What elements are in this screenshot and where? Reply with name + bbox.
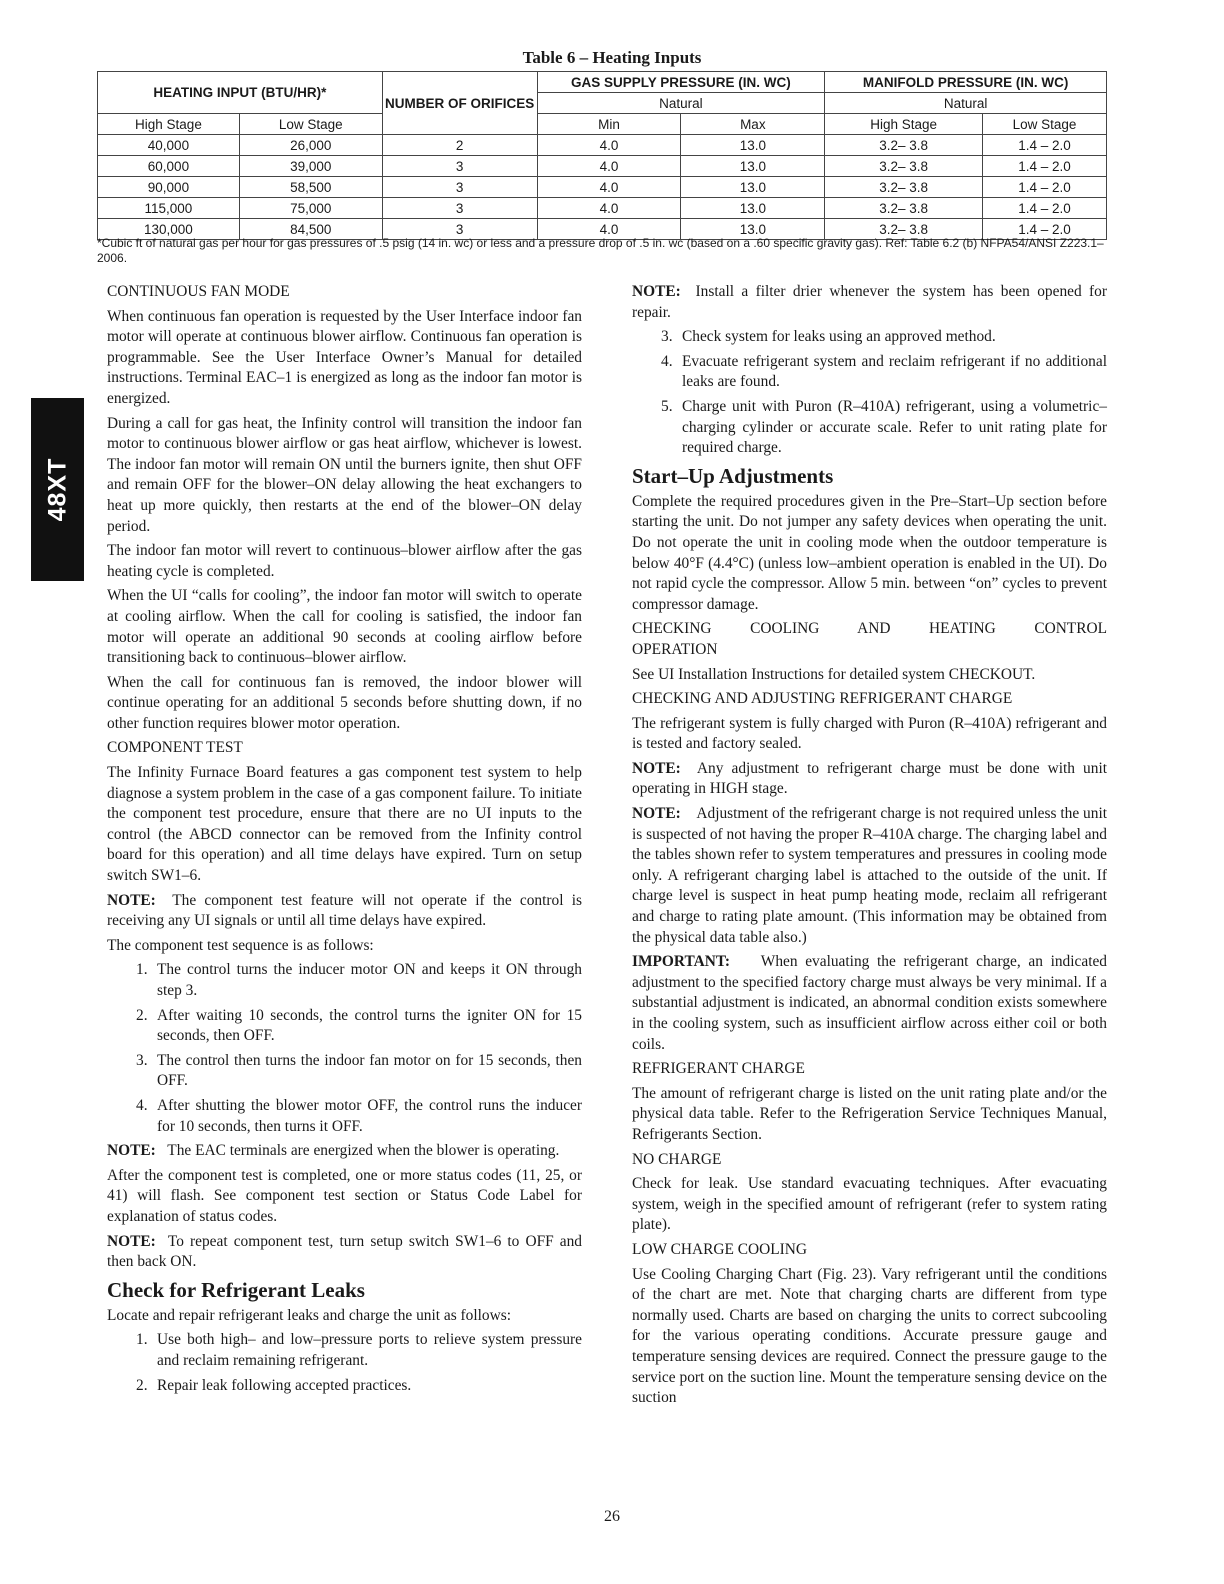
table-cell: 60,000 bbox=[98, 156, 240, 177]
note-label: NOTE: bbox=[107, 891, 156, 909]
table-cell: 4.0 bbox=[537, 219, 681, 240]
paragraph: The indoor fan motor will revert to continuous–blower airflow after the gas heating cycle is completed. bbox=[107, 542, 582, 580]
table-header-row bbox=[98, 72, 1107, 93]
list-text: Evacuate refrigerant system and reclaim refrigerant if no additional leaks are found. bbox=[682, 352, 1107, 391]
table-cell: 1.4 – 2.0 bbox=[983, 219, 1107, 240]
list-number: 3. bbox=[661, 328, 673, 346]
header-low-stage: Low Stage bbox=[239, 114, 382, 135]
note-paragraph bbox=[107, 1232, 582, 1273]
page-number: 26 bbox=[604, 1508, 620, 1525]
list-text: Check system for leaks using an approved method. bbox=[682, 328, 996, 346]
paragraph: Check for leak. Use standard evacuating techniques. After evacuating system, weigh in the specified amount of refrigerant (refer to system rating plate). bbox=[632, 1175, 1107, 1234]
table-header-row bbox=[98, 114, 1107, 135]
table-cell: 75,000 bbox=[239, 198, 382, 219]
paragraph: When continuous fan operation is requested by the User Interface indoor fan motor will operate at continuous blower airflow. Continuous fan operation is programmable. See the User Interface Owner’s Manual for detailed instructions. Terminal EAC–1 is energized as long as the indoor fan motor is energized. bbox=[107, 307, 582, 407]
list-item bbox=[107, 1330, 582, 1371]
right-column bbox=[632, 282, 1107, 1413]
table-row bbox=[98, 198, 1107, 219]
section-heading: OPERATION bbox=[632, 640, 718, 658]
note-label: NOTE: bbox=[107, 1142, 156, 1160]
list-number: 1. bbox=[136, 1331, 148, 1349]
table-cell: 1.4 – 2.0 bbox=[983, 198, 1107, 219]
table-cell: 4.0 bbox=[537, 177, 681, 198]
section-heading: NO CHARGE bbox=[632, 1150, 722, 1168]
list-number: 2. bbox=[136, 1376, 148, 1394]
table-cell: 4.0 bbox=[537, 135, 681, 156]
paragraph: Locate and repair refrigerant leaks and charge the unit as follows: bbox=[107, 1306, 511, 1324]
paragraph: The amount of refrigerant charge is listed on the unit rating plate and/or the physical data table. Refer to the Refrigeration Service Techniques Manual, Refrigerants Section. bbox=[632, 1084, 1107, 1143]
list-item bbox=[632, 327, 1107, 348]
section-heading: CHECKING AND ADJUSTING REFRIGERANT CHARGE bbox=[632, 690, 1013, 708]
note-text: To repeat component test, turn setup switch SW1–6 to OFF and then back ON. bbox=[107, 1232, 582, 1271]
note-paragraph bbox=[107, 1141, 582, 1162]
table-cell: 3.2– 3.8 bbox=[825, 135, 983, 156]
paragraph: The Infinity Furnace Board features a gas component test system to help diagnose a system problem in the case of a gas component failure. To initiate the component test procedure, ensure that there are no UI inputs to the control (the ABCD connector can be removed from the Infinity control board for this operation) and all time delays have expired. Turn on setup switch SW1–6. bbox=[107, 764, 582, 885]
table-cell: 84,500 bbox=[239, 219, 382, 240]
section-heading: COMPONENT TEST bbox=[107, 739, 243, 757]
header-min: Min bbox=[537, 114, 681, 135]
table-cell: 90,000 bbox=[98, 177, 240, 198]
list-item bbox=[107, 1006, 582, 1047]
note-label: NOTE: bbox=[632, 805, 681, 823]
table-cell: 2 bbox=[382, 135, 537, 156]
table-cell: 39,000 bbox=[239, 156, 382, 177]
table-cell: 13.0 bbox=[681, 135, 825, 156]
component-test-steps bbox=[107, 960, 582, 1137]
list-text: The control then turns the indoor fan motor on for 15 seconds, then OFF. bbox=[157, 1051, 582, 1090]
table-cell: 1.4 – 2.0 bbox=[983, 135, 1107, 156]
note-label: NOTE: bbox=[632, 759, 681, 777]
paragraph: The refrigerant system is fully charged with Puron (R–410A) refrigerant and is tested and factory sealed. bbox=[632, 714, 1107, 753]
list-item bbox=[632, 352, 1107, 393]
table-row bbox=[98, 156, 1107, 177]
paragraph: Use Cooling Charging Chart (Fig. 23). Vary refrigerant until the conditions of the chart are met. Note that charging charts are different from type normally used. Charts are based on charging the units to correct subcooling for the various operating conditions. Accurate pressure gauge and temperature sensing devices are required. Connect the pressure gauge to the service port on the suction line. Mount the temperature sensing device on the suction bbox=[632, 1265, 1107, 1407]
note-paragraph bbox=[632, 282, 1107, 323]
list-text: After waiting 10 seconds, the control turns the igniter ON for 15 seconds, then OFF. bbox=[157, 1006, 582, 1045]
heating-inputs-table bbox=[97, 71, 1107, 240]
list-text: Use both high– and low–pressure ports to relieve system pressure and reclaim remaining refrigerant. bbox=[157, 1331, 582, 1369]
paragraph: When the call for continuous fan is removed, the indoor blower will continue operating for an additional 5 seconds before shutting down, if no other function requires blower motor operation. bbox=[107, 673, 582, 732]
paragraph: After the component test is completed, one or more status codes (11, 25, or 41) will flash. See component test section or Status Code Label for explanation of status codes. bbox=[107, 1166, 582, 1225]
table-cell: 13.0 bbox=[681, 219, 825, 240]
note-text: The EAC terminals are energized when the blower is operating. bbox=[167, 1142, 560, 1160]
list-text: The control turns the inducer motor ON and keeps it ON through step 3. bbox=[157, 961, 582, 999]
model-side-tab bbox=[31, 398, 84, 581]
list-text: Repair leak following accepted practices. bbox=[157, 1376, 412, 1394]
table-cell: 130,000 bbox=[98, 219, 240, 240]
table-row bbox=[98, 177, 1107, 198]
header-manifold-low-stage: Low Stage bbox=[983, 114, 1107, 135]
table-cell: 3 bbox=[382, 219, 537, 240]
header-max: Max bbox=[681, 114, 825, 135]
header-natural-gas-supply: Natural bbox=[537, 93, 825, 114]
list-number: 5. bbox=[661, 397, 673, 415]
section-heading: CHECKING COOLING AND HEATING CONTROL bbox=[632, 620, 1107, 638]
list-number: 3. bbox=[136, 1051, 148, 1069]
table-cell: 3.2– 3.8 bbox=[825, 156, 983, 177]
table-cell: 3.2– 3.8 bbox=[825, 177, 983, 198]
model-side-tab-label: 48XT bbox=[43, 457, 72, 522]
leak-steps bbox=[107, 1330, 582, 1396]
important-paragraph bbox=[632, 952, 1107, 1055]
table-cell: 13.0 bbox=[681, 198, 825, 219]
table-cell: 58,500 bbox=[239, 177, 382, 198]
table-footnote: *Cubic ft of natural gas per hour for gas pressures of .5 psig (14 in. wc) or less and a pressure drop of .5 in. wc (based on a .60 specific gravity gas). Ref: Table 6.2 (b) NFPA54/ANSI Z223.1–2006. bbox=[97, 236, 1104, 265]
note-text: Install a filter drier whenever the system has been opened for repair. bbox=[632, 283, 1107, 321]
paragraph: During a call for gas heat, the Infinity control will transition the indoor fan motor to continuous blower airflow or gas heat airflow, whichever is lowest. The indoor fan motor will remain ON until the burners ignite, then shut OFF and remain OFF for the blower–ON delay allowing the heat exchangers to heat up more quickly, then restarts at the end of the blower–ON delay period. bbox=[107, 414, 582, 535]
list-number: 1. bbox=[136, 961, 148, 979]
table-cell: 3.2– 3.8 bbox=[825, 219, 983, 240]
note-label: NOTE: bbox=[632, 283, 681, 300]
table-cell: 3.2– 3.8 bbox=[825, 198, 983, 219]
table-cell: 13.0 bbox=[681, 156, 825, 177]
list-number: 4. bbox=[136, 1096, 148, 1114]
left-column bbox=[107, 282, 582, 1400]
header-manifold-high-stage: High Stage bbox=[825, 114, 983, 135]
list-item bbox=[107, 960, 582, 1001]
note-label: NOTE: bbox=[107, 1232, 156, 1250]
paragraph: Complete the required procedures given in the Pre–Start–Up section before starting the unit. Do not jumper any safety devices when operating the unit. Do not operate the unit in cooling mode when the outdoor temperature is below 40°F (4.4°C) (unless low–ambient operation is enabled in the UI). Do not rapid cycle the compressor. Allow 5 min. between “on” cycles to prevent compressor damage. bbox=[632, 492, 1107, 613]
header-manifold: MANIFOLD PRESSURE (IN. WC) bbox=[825, 72, 1107, 93]
table-cell: 13.0 bbox=[681, 177, 825, 198]
table-cell: 1.4 – 2.0 bbox=[983, 156, 1107, 177]
important-text: When evaluating the refrigerant charge, an indicated adjustment to the specified factory charge must always be very minimal. If a substantial adjustment is indicated, an abnormal condition exists somewhere in the cooling system, such as insufficient airflow across either coil or both coils. bbox=[632, 953, 1107, 1053]
list-item bbox=[107, 1051, 582, 1092]
table-cell: 4.0 bbox=[537, 156, 681, 177]
header-heating-input: HEATING INPUT (BTU/HR)* bbox=[98, 72, 383, 114]
section-heading: CONTINUOUS FAN MODE bbox=[107, 283, 290, 300]
list-text: Charge unit with Puron (R–410A) refrigerant, using a volumetric–charging cylinder or accurate scale. Refer to unit rating plate for required charge. bbox=[682, 397, 1107, 457]
table-body bbox=[98, 135, 1107, 240]
paragraph: When the UI “calls for cooling”, the indoor fan motor will switch to operate at cooling airflow. When the call for cooling is satisfied, the indoor fan motor will operate an additional 90 seconds at cooling airflow before transitioning back to continuous–blower airflow. bbox=[107, 587, 582, 667]
list-item bbox=[632, 397, 1107, 459]
leak-steps-continued bbox=[632, 327, 1107, 459]
note-paragraph bbox=[632, 804, 1107, 948]
list-number: 4. bbox=[661, 352, 673, 370]
table-cell: 115,000 bbox=[98, 198, 240, 219]
paragraph: The component test sequence is as follows: bbox=[107, 936, 374, 954]
section-title: Start–Up Adjustments bbox=[632, 463, 834, 488]
table-title: Table 6 – Heating Inputs bbox=[522, 48, 702, 67]
header-gas-supply: GAS SUPPLY PRESSURE (IN. WC) bbox=[537, 72, 825, 93]
table-row bbox=[98, 135, 1107, 156]
header-natural-manifold: Natural bbox=[825, 93, 1107, 114]
table-cell: 3 bbox=[382, 156, 537, 177]
table-cell: 40,000 bbox=[98, 135, 240, 156]
header-orifices: NUMBER OF ORIFICES bbox=[382, 72, 537, 135]
paragraph: See UI Installation Instructions for detailed system CHECKOUT. bbox=[632, 665, 1036, 683]
list-text: After shutting the blower motor OFF, the control runs the inducer for 10 seconds, then turns it OFF. bbox=[157, 1096, 582, 1135]
section-title: Check for Refrigerant Leaks bbox=[107, 1277, 365, 1302]
header-high-stage: High Stage bbox=[98, 114, 240, 135]
list-item bbox=[107, 1376, 582, 1397]
note-paragraph bbox=[632, 759, 1107, 800]
list-item bbox=[107, 1096, 582, 1137]
section-heading: REFRIGERANT CHARGE bbox=[632, 1060, 805, 1078]
table-cell: 4.0 bbox=[537, 198, 681, 219]
important-label: IMPORTANT: bbox=[632, 953, 731, 971]
note-paragraph bbox=[107, 891, 582, 932]
list-number: 2. bbox=[136, 1006, 148, 1024]
note-text: Any adjustment to refrigerant charge must be done with unit operating in HIGH stage. bbox=[632, 759, 1107, 798]
table-cell: 3 bbox=[382, 198, 537, 219]
table-cell: 26,000 bbox=[239, 135, 382, 156]
table-cell: 3 bbox=[382, 177, 537, 198]
section-heading: LOW CHARGE COOLING bbox=[632, 1240, 807, 1258]
note-text: Adjustment of the refrigerant charge is not required unless the unit is suspected of not having the proper R–410A charge. The charging label and the tables shown refer to system temperatures and pressures in cooling mode only. A refrigerant charging label is attached to the outside of the unit. If charge level is suspect in heat pump heating mode, reclaim all refrigerant and charge to rating plate amount. (This information may be obtained from the physical data table also.) bbox=[632, 805, 1107, 946]
note-text: The component test feature will not operate if the control is receiving any UI signals or until all time delays have expired. bbox=[107, 891, 582, 930]
table-cell: 1.4 – 2.0 bbox=[983, 177, 1107, 198]
